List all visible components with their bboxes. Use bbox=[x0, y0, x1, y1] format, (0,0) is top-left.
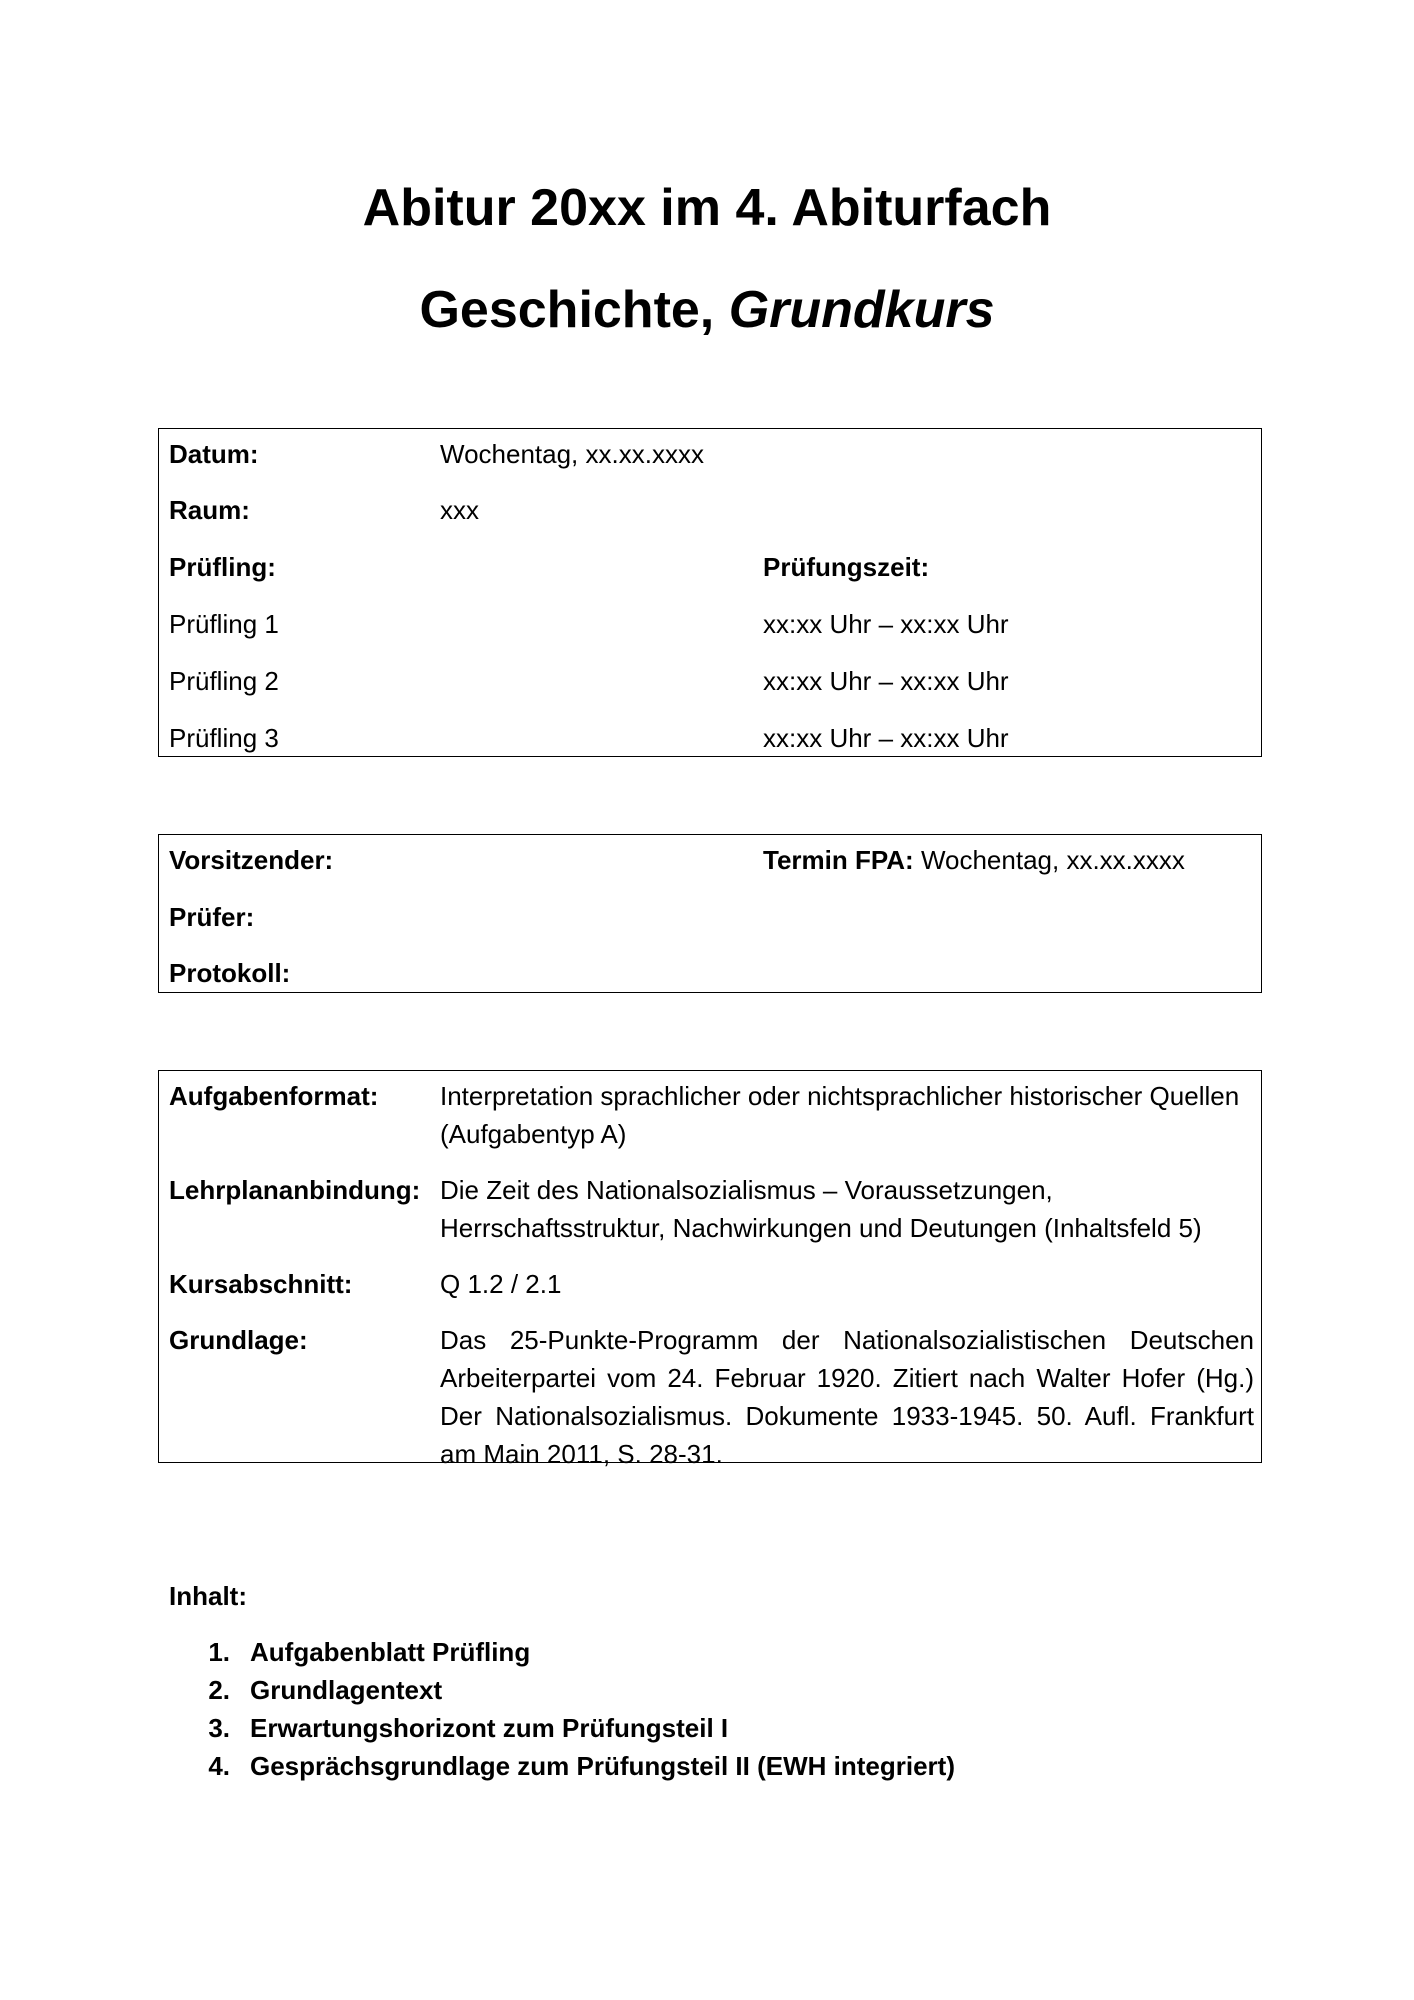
candidate-name: Prüfling 2 bbox=[169, 666, 279, 696]
pruefer-label: Prüfer: bbox=[169, 902, 255, 932]
candidate-name: Prüfling 1 bbox=[169, 609, 279, 639]
document-title: Abitur 20xx im 4. Abiturfach bbox=[362, 179, 1052, 237]
inhalt-item-number: 4. bbox=[208, 1751, 230, 1781]
candidate-time: xx:xx Uhr – xx:xx Uhr bbox=[763, 609, 1009, 639]
candidate-time: xx:xx Uhr – xx:xx Uhr bbox=[763, 666, 1009, 696]
pruefungszeit-label: Prüfungszeit: bbox=[763, 552, 930, 582]
kursabschnitt-label: Kursabschnitt: bbox=[169, 1269, 353, 1299]
inhalt-item-label: Erwartungshorizont zum Prüfungsteil I bbox=[250, 1713, 729, 1743]
grundlage-value: Das 25-Punkte-Programm der Nationalsozialistischen Deutschen Arbeiterpartei vom 24. Februar 1920. Zitiert nach Walter Hofer (Hg.) Der Nationalsozialismus. Dokumente 1933-1945. 50. Aufl. Frankfurt am Main 2011, S. 28-31. bbox=[440, 1325, 1254, 1469]
raum-label: Raum: bbox=[169, 495, 250, 525]
candidate-time: xx:xx Uhr – xx:xx Uhr bbox=[763, 723, 1009, 753]
lehrplananbindung-value: Die Zeit des Nationalsozialismus – Voraussetzungen, Herrschaftsstruktur, Nachwirkungen und Deutungen (Inhaltsfeld 5) bbox=[440, 1175, 1202, 1243]
grundlage-label: Grundlage: bbox=[169, 1325, 308, 1355]
inhalt-item-label: Gesprächsgrundlage zum Prüfungsteil II (EWH integriert) bbox=[250, 1751, 955, 1781]
inhalt-item-number: 3. bbox=[208, 1713, 230, 1743]
inhalt-item-number: 1. bbox=[208, 1637, 230, 1667]
inhalt-item-label: Aufgabenblatt Prüfling bbox=[250, 1637, 531, 1667]
datum-value: Wochentag, xx.xx.xxxx bbox=[440, 439, 704, 469]
termin-value: Wochentag, xx.xx.xxxx bbox=[913, 845, 1185, 875]
course-level: Grundkurs bbox=[728, 281, 995, 339]
aufgabenformat-value: Interpretation sprachlicher oder nichtsprachlicher historischer Quellen (Aufgabentyp A) bbox=[440, 1081, 1240, 1149]
aufgabenformat-label: Aufgabenformat: bbox=[169, 1081, 379, 1111]
pruefling-label: Prüfling: bbox=[169, 552, 276, 582]
inhalt-list bbox=[190, 0, 1090, 2000]
subject-name: Geschichte, bbox=[419, 281, 729, 339]
raum-value: xxx bbox=[440, 495, 479, 525]
lehrplananbindung-label: Lehrplananbindung: bbox=[169, 1175, 421, 1205]
vorsitzender-label: Vorsitzender: bbox=[169, 845, 334, 875]
inhalt-label: Inhalt: bbox=[169, 1581, 247, 1611]
candidate-name: Prüfling 3 bbox=[169, 723, 279, 753]
inhalt-item-number: 2. bbox=[208, 1675, 230, 1705]
kursabschnitt-value: Q 1.2 / 2.1 bbox=[440, 1269, 562, 1299]
protokoll-label: Protokoll: bbox=[169, 958, 291, 988]
datum-label: Datum: bbox=[169, 439, 259, 469]
inhalt-item-label: Grundlagentext bbox=[250, 1675, 443, 1705]
termin-label: Termin FPA: bbox=[763, 845, 914, 875]
